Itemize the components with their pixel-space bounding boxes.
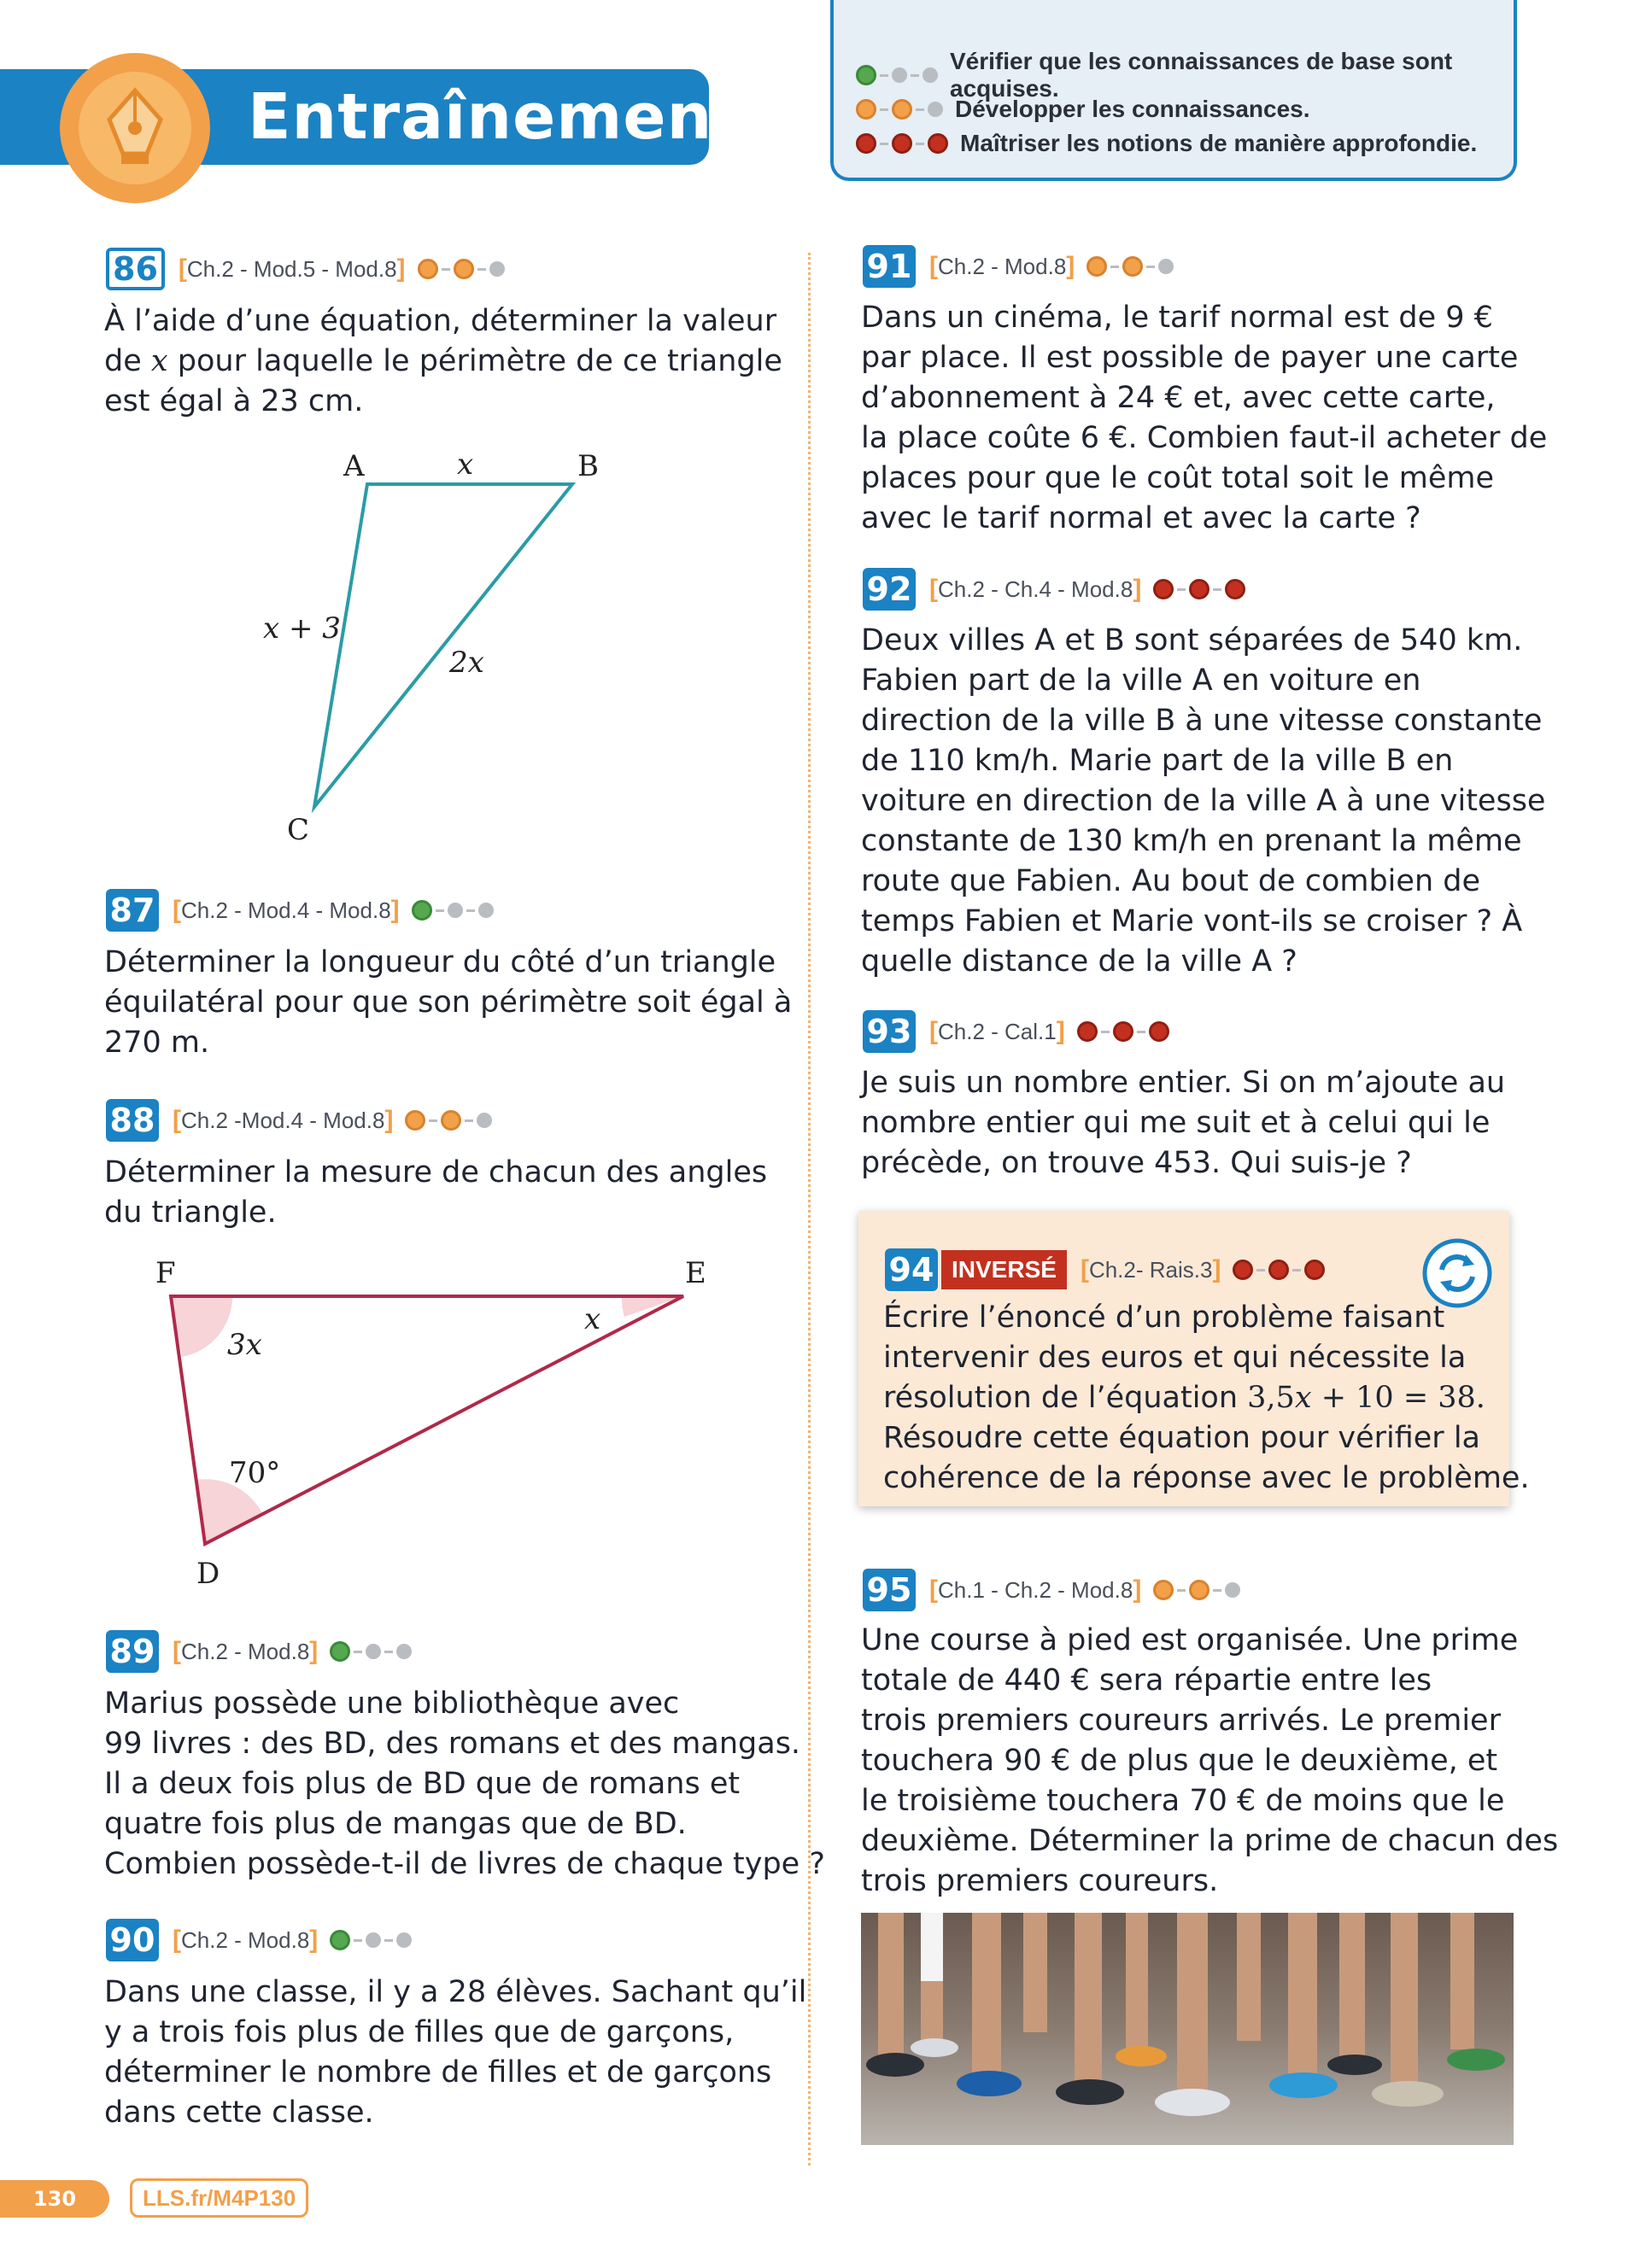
difficulty-dots-green-icon [330,1641,412,1662]
difficulty-legend [830,0,1517,181]
exercise-ref: [Ch.2 - Mod.5 - Mod.8] [178,254,406,283]
exercise-number: 95 [863,1569,916,1611]
exercise-95-text: Une course à pied est organisée. Une prime totale de 440 € sera répartie entre les trois premiers coureurs arrivés. Le premier touchera 90 € de plus que le deuxième, et le troisième touchera 70 € de moins que le deuxième. Déterminer la prime de chacun des trois premiers coureurs. [861,1623,1559,1898]
difficulty-dots-green-icon [856,65,938,85]
page-title: Entraînement [248,80,744,154]
difficulty-dots-green-icon [412,900,494,921]
exercise-90-text: Dans une classe, il y a 28 élèves. Sachant qu’il y a trois fois plus de filles que de garçons, déterminer le nombre de filles et de garçons dans cette classe. [104,1975,807,2130]
exercise-89-header [106,1628,412,1675]
exercise-ref: [Ch.2 - Mod.8] [173,1926,319,1954]
legend-row-develop [856,92,1310,126]
exercise-number: 88 [106,1099,159,1142]
exercise-number: 86 [106,248,165,290]
exercise-94-text: Écrire l’énoncé d’un problème faisant intervenir des euros et qui nécessite la résolution de l’équation 3,5x + 10 = 38. Résoudre cette équation pour vérifier la cohérence de la réponse avec le problème. [883,1301,1530,1495]
exercise-88-text: Déterminer la mesure de chacun des angles du triangle. [104,1155,768,1230]
triangle-abc-figure [248,440,624,850]
svg-text:x + 3: x + 3 [263,611,341,646]
svg-text:x: x [584,1302,601,1336]
exercise-number: 87 [106,889,159,932]
svg-text:A: A [343,449,365,483]
exercise-number: 90 [106,1919,159,1961]
pen-nib-icon [79,72,191,184]
difficulty-dots-orange-icon [856,99,943,120]
exercise-number: 92 [863,568,916,611]
exercise-ref: [Ch.2 -Mod.4 - Mod.8] [173,1106,394,1134]
difficulty-dots-red-icon [856,133,948,154]
exercise-92-text: Deux villes A et B sont séparées de 540 km. Fabien part de la ville A en voiture en direction de la ville B à une vitesse constante de 110 km/h. Marie part de la ville B en voiture en direction de la ville A à une vitesse constante de 130 km/h en prenant la même route que Fabien. Au bout de combien de temps Fabien et Marie vont-ils se croiser ? À quelle distance de la ville A ? [861,623,1546,979]
runners-photo [861,1913,1514,2145]
svg-text:D: D [196,1557,220,1591]
triangle-fed-figure [145,1254,726,1595]
exercise-91-text: Dans un cinéma, le tarif normal est de 9 € par place. Il est possible de payer une carte d’abonnement à 24 € et, avec cette carte, la place coûte 6 €. Combien faut-il acheter de places pour que le coût total soit le même avec le tarif normal et avec la carte ? [861,301,1548,535]
exercise-89-text: Marius possède une bibliothèque avec 99 livres : des BD, des romans et des mangas. Il a deux fois plus de BD que de romans et quatre fois plus de mangas que de BD. Combien possède-t-il de livres de chaque type ? [104,1686,825,1881]
exercise-86-text: À l’aide d’une équation, déterminer la valeur de x pour laquelle le périmètre de ce triangle est égal à 23 cm. [104,304,782,418]
page-number: 130 [0,2180,109,2218]
exercise-ref: [Ch.2 - Mod.8] [929,252,1075,280]
legend-label-develop: Développer les connaissances. [955,96,1310,122]
exercise-ref: [Ch.1 - Ch.2 - Mod.8] [929,1575,1142,1604]
exercise-ref: [Ch.2 - Ch.4 - Mod.8] [929,575,1142,603]
exercise-94-header [885,1246,1325,1294]
exercise-87-header [106,886,494,934]
exercise-ref: [Ch.2 - Mod.4 - Mod.8] [173,896,400,924]
legend-label-basic: Vérifier que les connaissances de base sont acquises. [950,48,1453,102]
difficulty-dots-orange-icon [418,259,505,279]
exercise-ref: [Ch.2 - Mod.8] [173,1637,319,1665]
exercise-88-header [106,1096,492,1144]
exercise-ref: [Ch.2 - Cal.1] [929,1017,1065,1045]
difficulty-dots-orange-icon [405,1110,492,1131]
svg-text:E: E [685,1256,706,1290]
difficulty-dots-green-icon [330,1930,412,1950]
exercise-92-header [863,565,1245,613]
difficulty-dots-orange-icon [1153,1580,1240,1600]
exercise-number: 94 [885,1248,938,1291]
svg-text:70°: 70° [229,1456,281,1490]
exercise-93-header [863,1008,1169,1055]
difficulty-dots-red-icon [1153,579,1245,599]
exercise-number: 89 [106,1630,159,1673]
exercise-90-header [106,1916,412,1964]
svg-text:2x: 2x [449,646,484,680]
svg-text:x: x [457,447,474,482]
exercise-number: 91 [863,245,916,288]
difficulty-dots-orange-icon [1086,256,1174,277]
svg-text:C: C [287,813,310,847]
legend-row-master [856,126,1477,161]
difficulty-dots-red-icon [1233,1260,1325,1280]
legend-label-master: Maîtriser les notions de manière approfondie. [960,130,1478,156]
pen-nib-badge-inner [79,72,191,184]
difficulty-dots-red-icon [1077,1021,1169,1042]
exercise-86-header [106,245,505,293]
inverse-badge: INVERSÉ [941,1250,1067,1289]
resource-link[interactable]: LLS.fr/M4P130 [130,2178,308,2218]
exercise-ref: [Ch.2- Rais.3] [1080,1255,1221,1283]
exercise-number: 93 [863,1010,916,1053]
exercise-93-text: Je suis un nombre entier. Si on m’ajoute au nombre entier qui me suit et à celui qui le précède, on trouve 453. Qui suis-je ? [861,1066,1506,1180]
legend-row-basic [856,48,1514,102]
exercise-95-header [863,1566,1240,1614]
svg-text:3x: 3x [227,1328,262,1362]
exercise-91-header [863,243,1174,290]
exercise-87-text: Déterminer la longueur du côté d’un triangle équilatéral pour que son périmètre soit égal à 270 m. [104,945,793,1060]
svg-text:F: F [155,1256,176,1290]
svg-text:B: B [577,449,599,483]
